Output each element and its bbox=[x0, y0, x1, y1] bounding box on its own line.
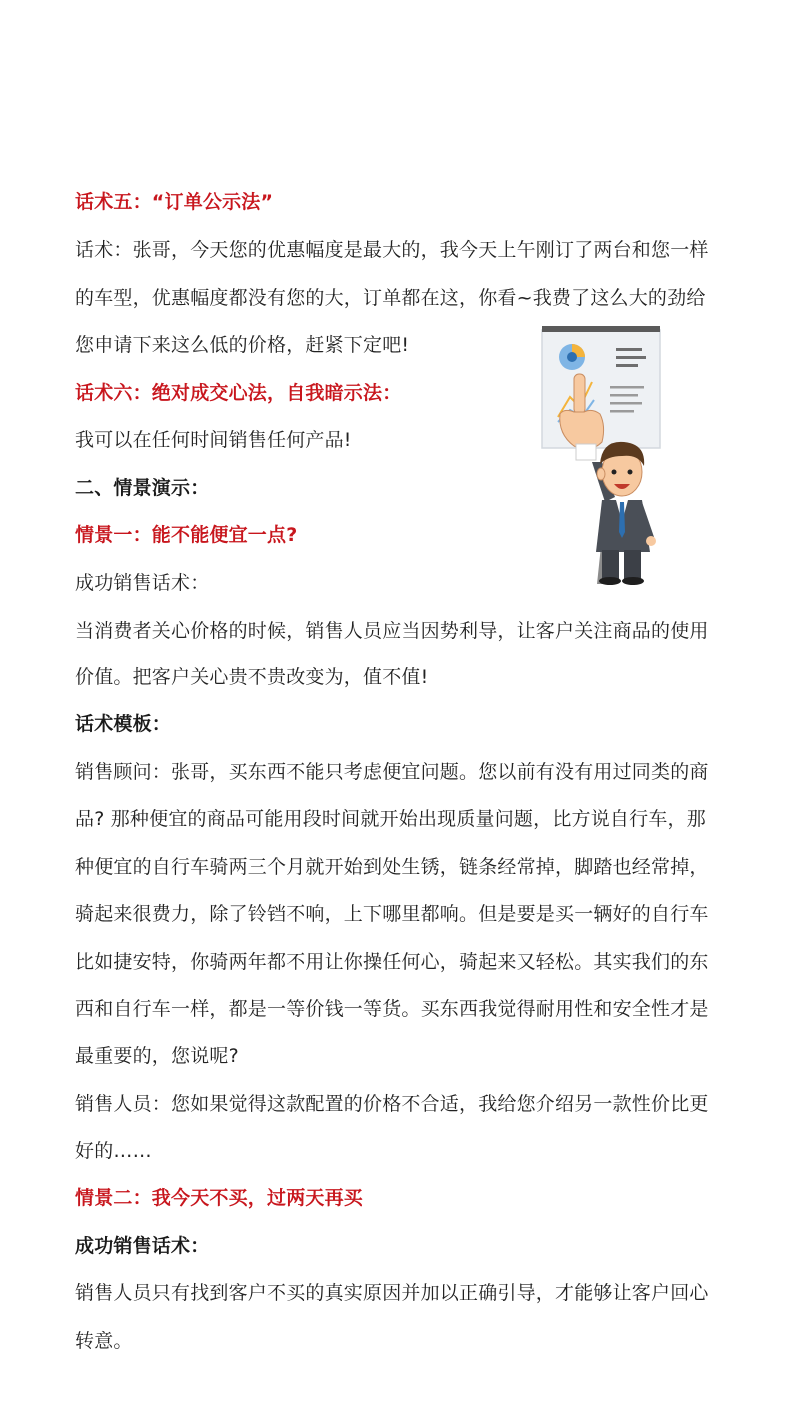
paragraph-line: 好的…… bbox=[75, 1140, 152, 1162]
paragraph-line: 当消费者关心价格的时候，销售人员应当因势利导，让客户关注商品的使用 bbox=[75, 620, 709, 642]
paragraph-line: 的车型，优惠幅度都没有您的大，订单都在这，你看~我费了这么大的劲给 bbox=[75, 287, 706, 309]
paragraph-line: 您申请下来这么低的价格，赶紧下定吧! bbox=[75, 334, 410, 356]
paragraph-line: 价值。把客户关心贵不贵改变为，值不值! bbox=[75, 666, 429, 688]
paragraph-line: 销售人员只有找到客户不买的真实原因并加以正确引导，才能够让客户回心 bbox=[75, 1282, 709, 1304]
paragraph-line: 西和自行车一样，都是一等价钱一等货。买东西我觉得耐用性和安全性才是 bbox=[75, 998, 709, 1020]
subheading-success-script: 成功销售话术： bbox=[75, 1235, 210, 1257]
heading-tactic-five: 话术五：“订单公示法” bbox=[75, 191, 274, 213]
heading-scenario-one: 情景一：能不能便宜一点? bbox=[75, 524, 298, 546]
paragraph-line: 比如捷安特，你骑两年都不用让你操任何心，骑起来又轻松。其实我们的东 bbox=[75, 951, 709, 973]
subheading-template: 话术模板： bbox=[75, 713, 172, 735]
businessman-pointing-presentation-board-icon bbox=[530, 322, 665, 587]
paragraph-line: 销售顾问：张哥，买东西不能只考虑便宜问题。您以前有没有用过同类的商 bbox=[75, 761, 709, 783]
section-heading-scenarios: 二、情景演示： bbox=[75, 477, 210, 499]
paragraph-line: 我可以在任何时间销售任何产品! bbox=[75, 429, 352, 451]
heading-scenario-two: 情景二：我今天不买，过两天再买 bbox=[75, 1187, 364, 1209]
paragraph-line: 骑起来很费力，除了铃铛不响，上下哪里都响。但是要是买一辆好的自行车 bbox=[75, 903, 709, 925]
paragraph-line: 转意。 bbox=[75, 1330, 133, 1352]
paragraph-line: 成功销售话术： bbox=[75, 572, 210, 594]
paragraph-line: 品? 那种便宜的商品可能用段时间就开始出现质量问题，比方说自行车，那 bbox=[75, 808, 706, 830]
paragraph-line: 种便宜的自行车骑两三个月就开始到处生锈，链条经常掉，脚踏也经常掉， bbox=[75, 856, 709, 878]
paragraph-line: 最重要的，您说呢? bbox=[75, 1045, 239, 1067]
heading-tactic-six: 话术六：绝对成交心法，自我暗示法： bbox=[75, 382, 402, 404]
paragraph-line: 话术：张哥，今天您的优惠幅度是最大的，我今天上午刚订了两台和您一样 bbox=[75, 239, 709, 261]
paragraph-line: 销售人员：您如果觉得这款配置的价格不合适，我给您介绍另一款性价比更 bbox=[75, 1093, 709, 1115]
